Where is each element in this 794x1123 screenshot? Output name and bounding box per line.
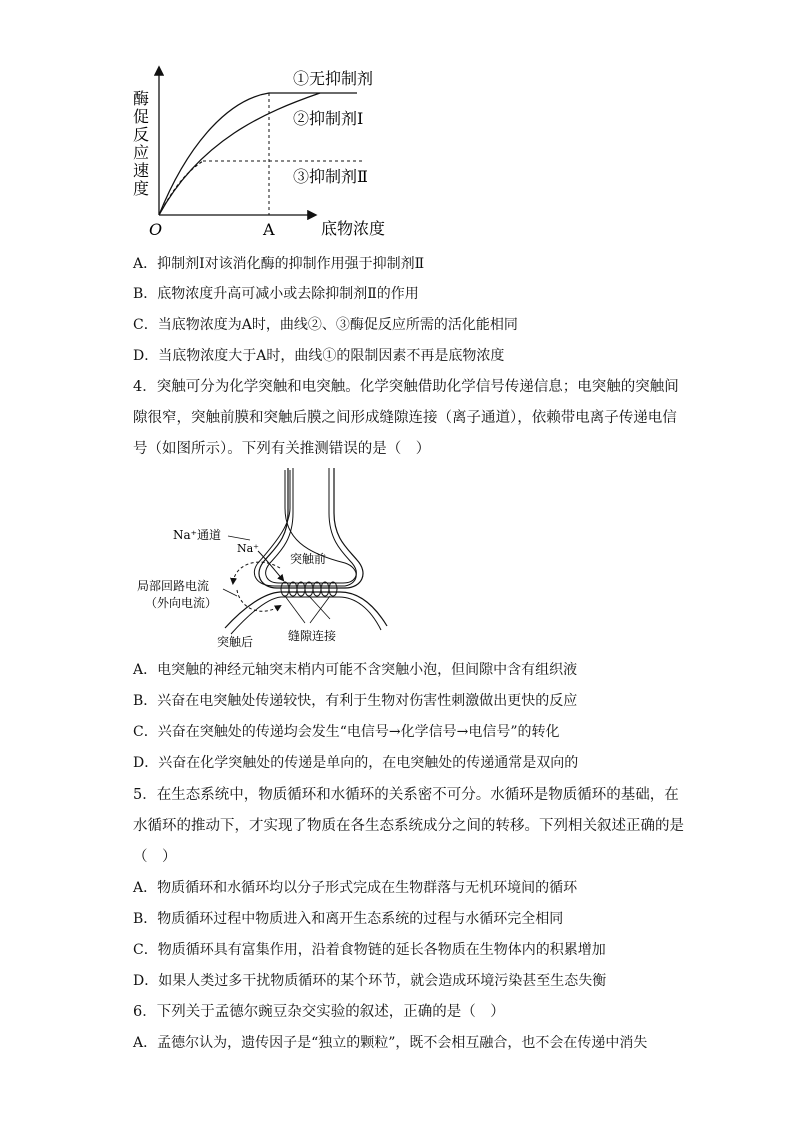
- presynaptic-membrane-left-inner: [266, 468, 293, 583]
- x-axis-label: 底物浓度: [321, 219, 386, 238]
- q3-option-a: A．抑制剂Ⅰ对该消化酶的抑制作用强于抑制剂Ⅱ: [133, 256, 425, 272]
- q5-option-b: B．物质循环过程中物质进入和离开生态系统的过程与水循环完全相同: [133, 911, 564, 927]
- curve-3-label: ③抑制剂Ⅱ: [293, 167, 368, 186]
- y-axis-label-2: 促: [133, 107, 150, 126]
- na-ion-arrow: [258, 551, 283, 580]
- y-axis-label-5: 速: [133, 161, 150, 180]
- presynaptic-membrane-right: [329, 468, 356, 583]
- q5-option-d: D．如果人类过多干扰物质循环的某个环节，就会造成环境污染甚至生态失衡: [133, 973, 607, 989]
- q5-option-a: A．物质循环和水循环均以分子形式完成在生物群落与无机环境间的循环: [133, 880, 578, 896]
- tick-a-label: A: [263, 220, 275, 239]
- q5-stem-line-2: 水循环的推动下，才实现了物质在各生态系统成分之间的转移。下列相关叙述正确的是: [133, 818, 684, 834]
- outward-current-label: （外向电流）: [145, 596, 218, 610]
- postsynaptic-label: 突触后: [217, 635, 254, 649]
- y-axis-label-4: 应: [133, 143, 150, 162]
- q5-stem-line-3: （ ）: [133, 849, 177, 865]
- na-ion-label: Na⁺: [237, 542, 259, 555]
- q4-stem-line-1: 4．突触可分为化学突触和电突触。化学突触借助化学信号传递信息；电突触的突触间: [133, 379, 679, 395]
- q4-stem-line-3: 号（如图所示）。下列有关推测错误的是（ ）: [133, 441, 431, 457]
- y-axis-label-3: 反: [133, 125, 150, 144]
- q3-option-c: C．当底物浓度为A时，曲线②、③酶促反应所需的活化能相同: [133, 317, 518, 333]
- enzyme-rate-figure: [125, 60, 405, 240]
- gap-junction-channels: [281, 582, 337, 596]
- presynaptic-membrane-left: [259, 468, 288, 588]
- na-channel-label: Na⁺通道: [173, 528, 221, 542]
- presynaptic-membrane-right-outer: [334, 468, 363, 588]
- gap-junction-label: 缝隙连接: [288, 629, 337, 643]
- origin-label: O: [149, 220, 163, 239]
- q5-option-c: C．物质循环具有富集作用，沿着食物链的延长各物质在生物体内的积累增加: [133, 942, 606, 958]
- presynaptic-outer-left: [252, 470, 367, 591]
- q4-option-a: A．电突触的神经元轴突末梢内可能不含突触小泡，但间隙中含有组织液: [133, 662, 578, 678]
- y-axis-label-6: 度: [133, 179, 150, 198]
- presynaptic-label: 突触前: [290, 552, 327, 566]
- q4-option-c: C．兴奋在突触处的传递均会发生“电信号→化学信号→电信号”的转化: [133, 724, 560, 740]
- gap-junction-leader-2: [285, 596, 305, 623]
- gap-junction-leader-1: [309, 596, 330, 619]
- q5-stem-line-1: 5．在生态系统中，物质循环和水循环的关系密不可分。水循环是物质循环的基础，在: [133, 787, 679, 803]
- q6-stem: 6．下列关于孟德尔豌豆杂交实验的叙述，正确的是（ ）: [133, 1004, 505, 1020]
- q6-option-a: A．孟德尔认为，遗传因子是“独立的颗粒”，既不会相互融合，也不会在传递中消失: [133, 1035, 648, 1051]
- electrical-synapse-figure: [125, 468, 395, 653]
- presynaptic-outer: [254, 470, 356, 586]
- curve-1-label: ①无抑制剂: [293, 69, 374, 88]
- q3-option-b: B．底物浓度升高可减小或去除抑制剂Ⅱ的作用: [133, 286, 419, 302]
- q4-stem-line-2: 隙很窄，突触前膜和突触后膜之间形成缝隙连接（离子通道），依赖带电离子传递电信: [133, 410, 677, 426]
- local-current-label: 局部回路电流: [137, 579, 210, 593]
- local-current-leader: [223, 589, 237, 596]
- na-channel-leader: [228, 536, 250, 540]
- q3-option-d: D．当底物浓度大于A时，曲线①的限制因素不再是底物浓度: [133, 348, 505, 364]
- curve-2-label: ②抑制剂Ⅰ: [293, 109, 364, 128]
- q4-option-b: B．兴奋在电突触处传递较快，有利于生物对伤害性刺激做出更快的反应: [133, 693, 578, 709]
- q4-option-d: D．兴奋在化学突触处的传递是单向的，在电突触处的传递通常是双向的: [133, 755, 579, 771]
- y-axis-label-1: 酶: [133, 89, 150, 108]
